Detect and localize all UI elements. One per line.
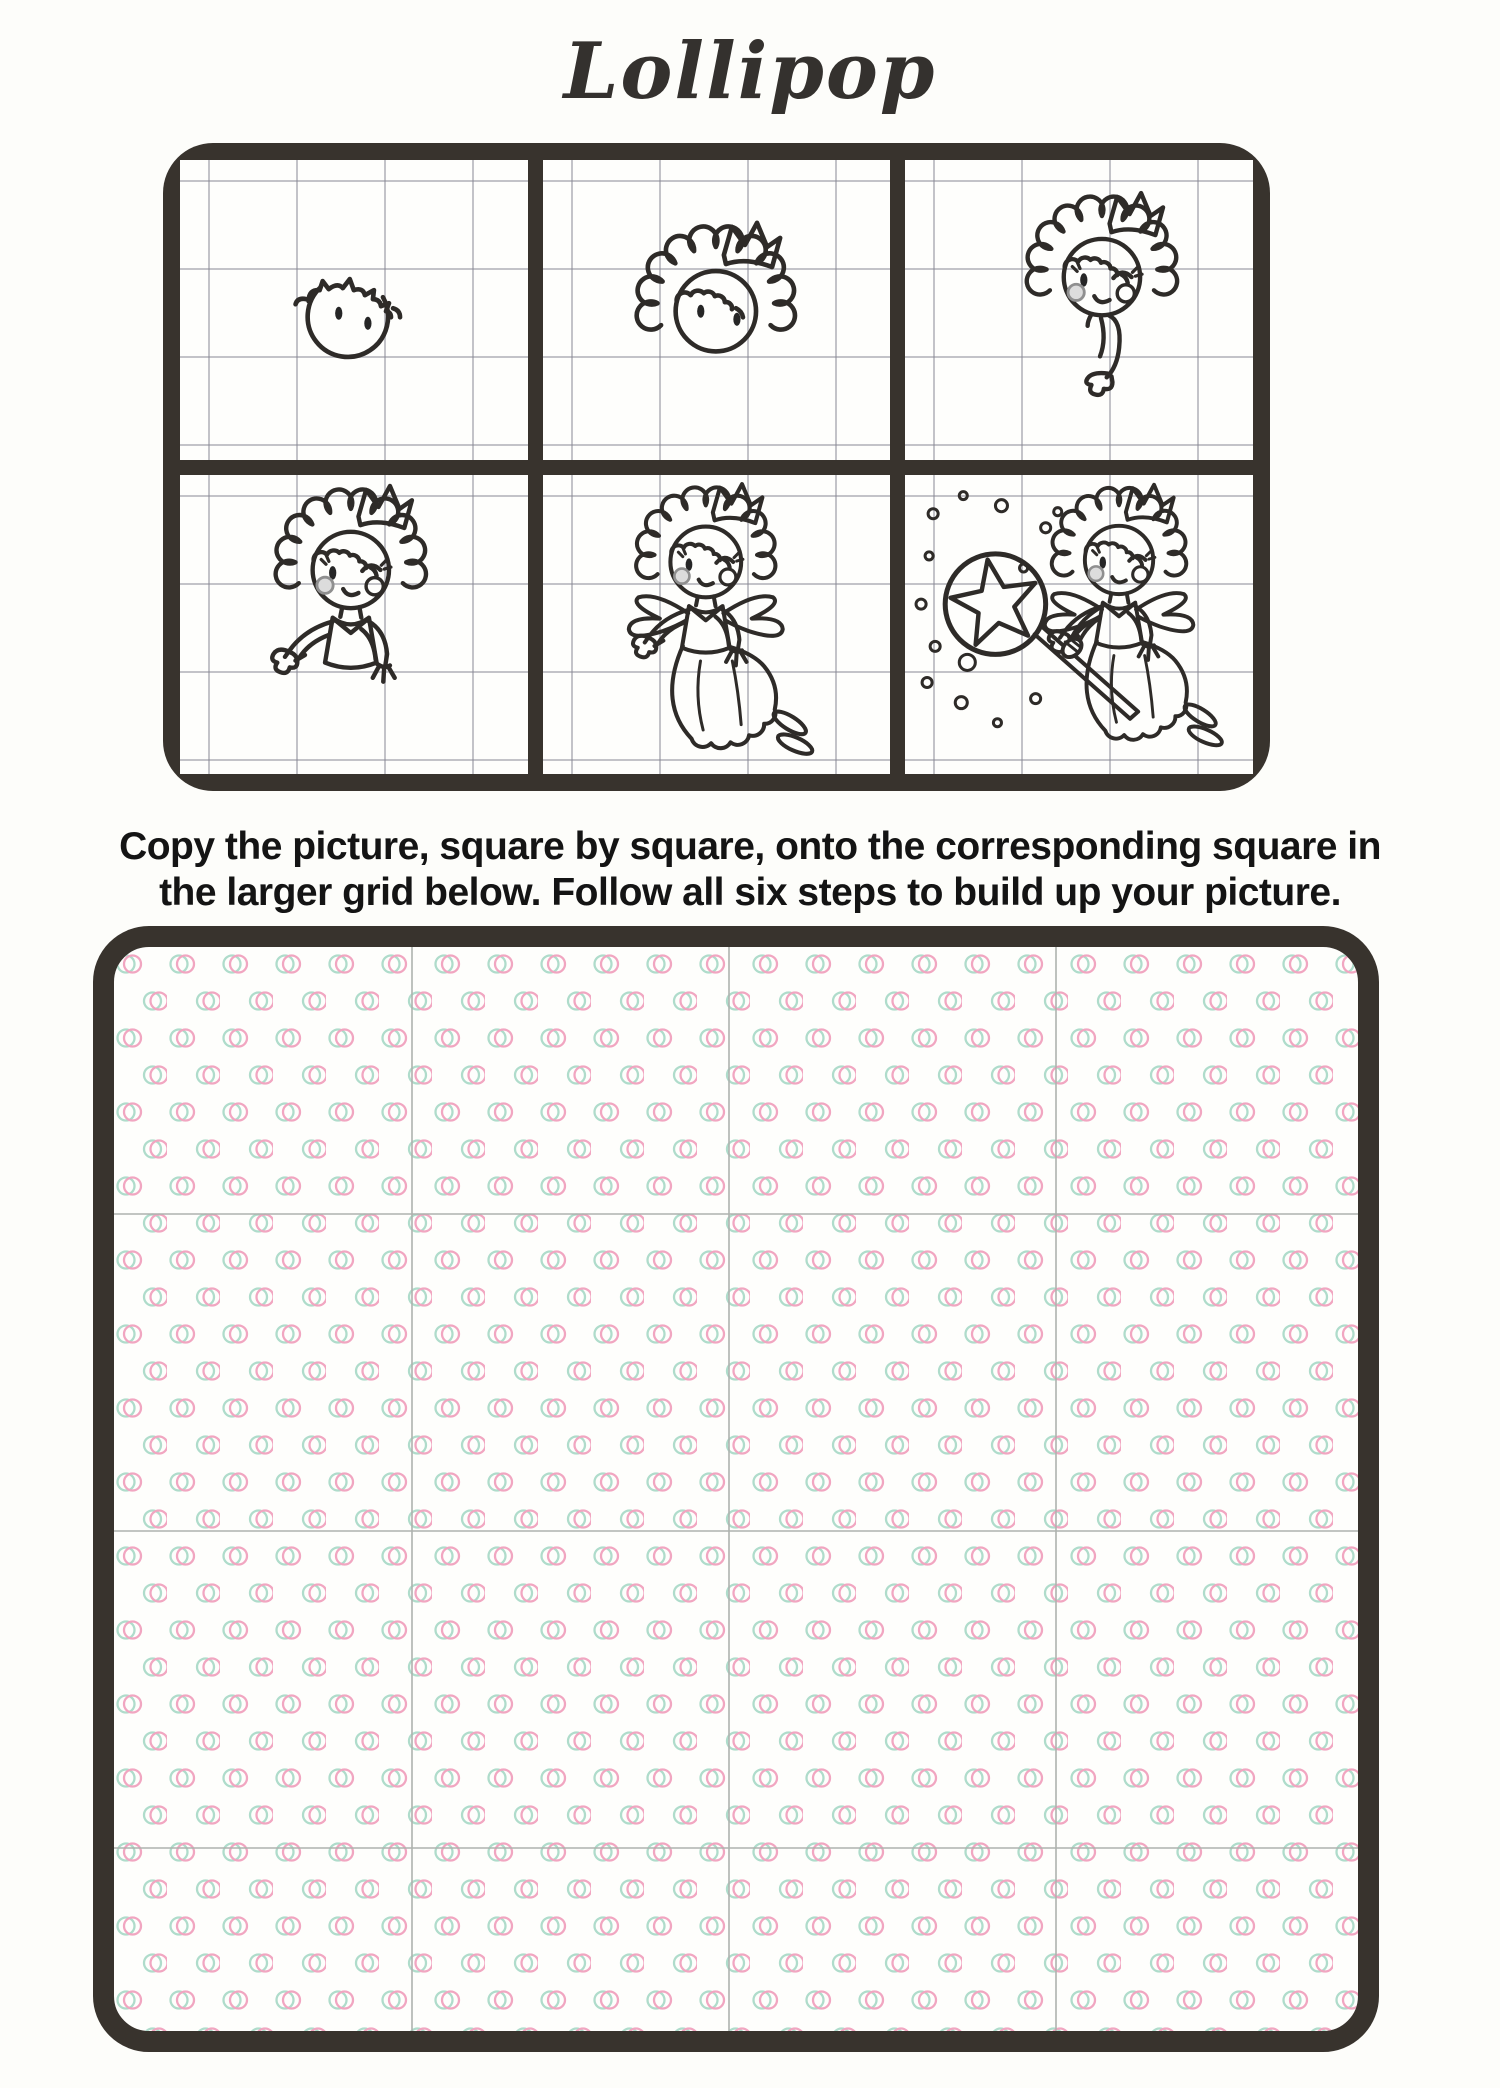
fairy-step-2-drawing	[543, 160, 891, 460]
copy-grid	[93, 926, 1379, 2052]
page-title: Lollipop	[563, 26, 937, 117]
step-6-panel	[905, 475, 1253, 775]
step-4-panel	[180, 475, 528, 775]
fairy-step-5-drawing	[543, 475, 891, 775]
instructions	[0, 824, 1500, 916]
step-2-panel	[543, 160, 891, 460]
fairy-step-3-drawing	[905, 160, 1253, 460]
fairy-step-1-drawing	[180, 160, 528, 460]
instructions-line-2: the larger grid below. Follow all six steps to build up your picture.	[159, 871, 1341, 915]
step-1-panel	[180, 160, 528, 460]
copy-grid-pattern	[114, 947, 1358, 2031]
fairy-step-4-drawing	[180, 475, 528, 775]
fairy-step-6-drawing	[905, 475, 1253, 775]
steps-grid	[163, 143, 1270, 791]
step-5-panel	[543, 475, 891, 775]
step-3-panel	[905, 160, 1253, 460]
instructions-line-1: Copy the picture, square by square, onto the corresponding square in	[119, 825, 1381, 868]
